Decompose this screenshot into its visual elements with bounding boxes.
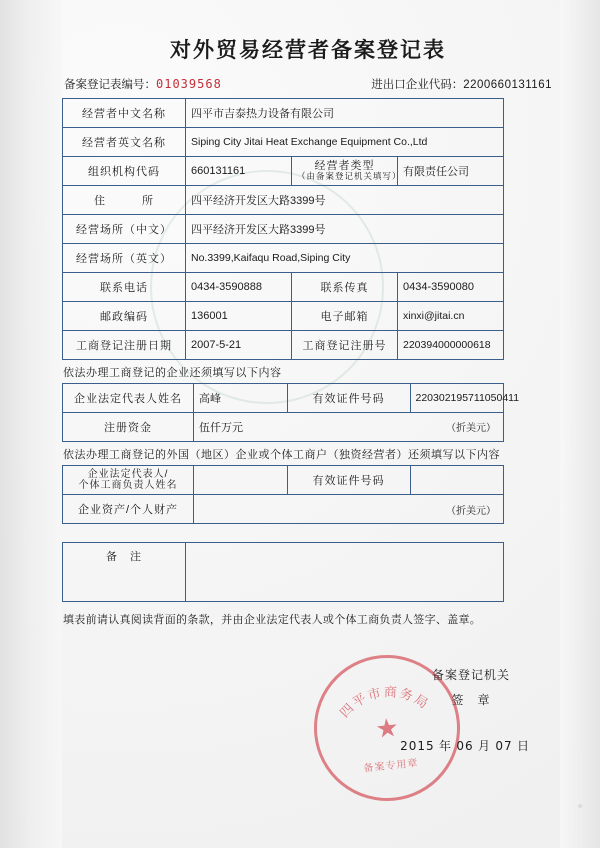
signature-labels — [432, 663, 510, 713]
label-assets: 企业资产/个人财产 — [63, 495, 194, 524]
table-row — [63, 244, 504, 273]
date-day-label: 日 — [516, 739, 530, 753]
value-postcode: 136001 — [186, 302, 292, 331]
label-org-code: 组织机构代码 — [63, 157, 186, 186]
operator-type-line1: 经营者类型 — [314, 159, 375, 172]
table-row — [63, 384, 504, 413]
date-year: 2015 — [400, 739, 435, 753]
value-cn-name: 四平市吉泰热力设备有限公司 — [186, 99, 504, 128]
value-capital — [194, 413, 504, 442]
value-en-name: Siping City Jitai Heat Exchange Equipment Co.,Ltd — [186, 128, 504, 157]
record-no-group — [64, 76, 222, 92]
table-row — [63, 413, 504, 442]
label-legal-rep: 企业法定代表人姓名 — [63, 384, 194, 413]
header-row — [64, 76, 552, 92]
operator-type-line2: （由备案登记机关填写） — [297, 171, 402, 182]
label-en-name: 经营者英文名称 — [63, 128, 186, 157]
value-email: xinxi@jitai.cn — [398, 302, 504, 331]
date-month: 06 — [456, 739, 474, 753]
form-sheet — [58, 34, 558, 822]
footnote: 填表前请认真阅读背面的条款，并由企业法定代表人或个体工商负责人签字、盖章。 — [63, 614, 482, 626]
label-remark: 备 注 — [63, 543, 186, 602]
value-fax: 0434-3590080 — [398, 273, 504, 302]
value-address: 四平经济开发区大路3399号 — [186, 186, 504, 215]
value-premises-cn: 四平经济开发区大路3399号 — [186, 215, 504, 244]
svg-text:四平市商务局: 四平市商务局 — [337, 685, 432, 722]
table-row — [63, 186, 504, 215]
value-assets — [194, 495, 504, 524]
section-note-domestic: 依法办理工商登记的企业还须填写以下内容 — [63, 367, 282, 379]
seal-star-icon: ★ — [373, 711, 401, 745]
customs-code-group — [371, 76, 552, 92]
table-row — [63, 99, 504, 128]
label-reg-date: 工商登记注册日期 — [63, 331, 186, 360]
value-org-code: 660131161 — [186, 157, 292, 186]
domestic-table — [62, 383, 520, 442]
date-line — [400, 737, 530, 754]
section-note-foreign: 依法办理工商登记的外国（地区）企业或个体工商户（独资经营者）还须填写以下内容 — [63, 449, 500, 461]
record-no-value: 01039568 — [156, 77, 222, 91]
remark-table — [62, 542, 504, 602]
value-id-no: 220302195711050411 — [410, 384, 504, 413]
label-foreign-legal-rep — [63, 466, 194, 495]
label-fax: 联系传真 — [292, 273, 398, 302]
value-reg-date: 2007-5-21 — [186, 331, 292, 360]
value-foreign-id-no — [410, 466, 504, 495]
authority-label: 备案登记机关 — [431, 668, 510, 682]
page-title: 对外贸易经营者备案登记表 — [170, 38, 446, 62]
label-premises-cn: 经营场所（中文） — [63, 215, 186, 244]
value-operator-type: 有限责任公司 — [398, 157, 504, 186]
customs-code-value: 2200660131161 — [463, 79, 552, 91]
table-row — [63, 302, 504, 331]
capital-unit: （折美元） — [446, 423, 496, 434]
capital-amount: 伍仟万元 — [199, 422, 243, 434]
date-month-label: 月 — [478, 739, 492, 753]
label-premises-en: 经营场所（英文） — [63, 244, 186, 273]
seal-bottom-text: 备案专用章 — [363, 757, 419, 775]
scan-dot — [578, 804, 582, 808]
date-day: 07 — [495, 739, 513, 753]
table-row — [63, 331, 504, 360]
table-row — [63, 466, 504, 495]
record-no-label: 备案登记表编号： — [64, 79, 156, 91]
foreign-rep-line2: 个体工商负责人姓名 — [78, 480, 178, 491]
table-row — [63, 495, 504, 524]
table-row — [63, 543, 504, 602]
table-row — [63, 215, 504, 244]
date-year-label: 年 — [439, 739, 453, 753]
label-operator-type — [292, 157, 402, 186]
main-table — [62, 98, 504, 360]
value-reg-no: 220394000000618 — [398, 331, 504, 360]
value-phone: 0434-3590888 — [186, 273, 292, 302]
label-phone: 联系电话 — [63, 273, 186, 302]
assets-unit: （折美元） — [446, 505, 496, 517]
label-reg-no: 工商登记注册号 — [292, 331, 398, 360]
table-row — [63, 157, 504, 186]
label-address: 住 所 — [63, 186, 186, 215]
value-legal-rep: 高峰 — [194, 384, 288, 413]
label-postcode: 邮政编码 — [63, 302, 186, 331]
foreign-table — [62, 465, 504, 524]
customs-code-label: 进出口企业代码： — [371, 79, 464, 91]
label-foreign-id-no: 有效证件号码 — [287, 466, 410, 495]
sign-label: 签 章 — [451, 693, 491, 708]
label-cn-name: 经营者中文名称 — [63, 99, 186, 128]
table-row — [63, 273, 504, 302]
value-premises-en: No.3399,Kaifaqu Road,Siping City — [186, 244, 504, 273]
label-id-no: 有效证件号码 — [287, 384, 410, 413]
value-foreign-legal-rep — [194, 466, 288, 495]
label-email: 电子邮箱 — [292, 302, 398, 331]
foreign-rep-line1: 企业法定代表人/ — [87, 468, 169, 480]
value-remark — [186, 543, 504, 602]
label-capital: 注册资金 — [63, 413, 194, 442]
signature-area — [58, 653, 558, 773]
table-row — [63, 128, 504, 157]
